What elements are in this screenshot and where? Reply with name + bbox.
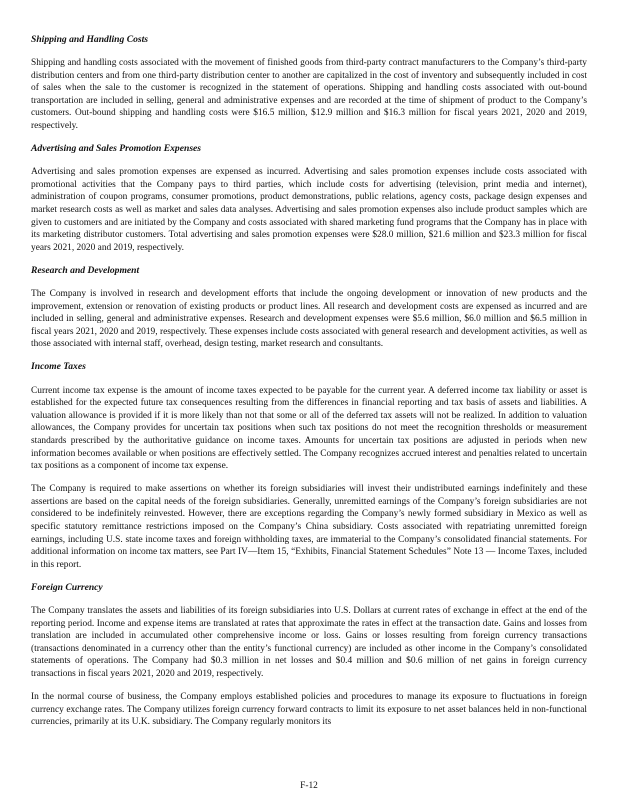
page-number: F-12 xyxy=(300,781,318,791)
paragraph-foreign-currency-2: In the normal course of business, the Company employs established policies and procedures to manage its exposure to fluctuations in foreign currency exchange rates. The Company utilizes foreign currency forward contracts to limit its exposure to net asset balances held in non-functional currencies, primarily at its U.K. subsidiary. The Company regularly monitors its xyxy=(31,692,587,728)
paragraph-income-taxes-1: Current income tax expense is the amount of income taxes expected to be payable for the current year. A deferred income tax liability or asset is established for the expected future tax consequences resulting from the differences in financial reporting and tax basis of assets and liabilities. A valuation allowance is provided if it is more likely than not that some or all of the deferred tax assets will not be realized. In addition to valuation allowances, the Company provides for uncertain tax positions when such tax positions do not meet the recognition thresholds or measurement standards prescribed by the authoritative guidance on income taxes. Amounts for uncertain tax positions are adjusted in periods when new information becomes available or when positions are effectively settled. The Company recognizes accrued interest and penalties related to uncertain tax positions as a component of income tax expense. xyxy=(31,385,587,472)
section-heading-income-taxes: Income Taxes xyxy=(31,361,86,373)
paragraph-research: The Company is involved in research and development efforts that include the ongoing development or innovation of new products and the improvement, extension or renovation of existing products or product lines. All research and development costs are expensed as incurred and are included in selling, general and administrative expenses. Research and development expenses were $5.6 million, $6.0 million and $6.5 million in fiscal years 2021, 2020 and 2019, respectively. These expenses include costs associated with general research and development activities, as well as those associated with internal staff, overhead, design testing, market research and consultants. xyxy=(31,289,587,350)
paragraph-advertising: Advertising and sales promotion expenses are expensed as incurred. Advertising and sales promotion expenses include costs associated with promotional activities that the Company pays to third parties, which include costs for advertising (television, print media and internet), administration of coupon programs, consumer promotions, product demonstrations, public relations, agency costs, package design expenses and market research costs as well as market and sales data analyses. Advertising and sales promotion expenses also include product samples which are given to customers and are initiated by the Company and costs associated with shared marketing fund programs that the Company has in place with its marketing distributor customers. Total advertising and sales promotion expenses were $28.0 million, $21.6 million and $23.3 million for fiscal years 2021, 2020 and 2019, respectively. xyxy=(31,167,587,253)
document-page xyxy=(31,34,587,739)
paragraph-shipping: Shipping and handling costs associated with the movement of finished goods from third-party contract manufacturers to the Company’s third-party distribution centers and from one third-party distribution center to another are capitalized in the cost of inventory and subsequently included in cost of sales when the sale to the customer is recognized in the statement of operations. Shipping and handling costs associated with out-bound transportation are included in selling, general and administrative expenses and are recorded at the time of shipment of product to the Company’s customers. Out-bound shipping and handling costs were $16.5 million, $12.9 million and $16.3 million for fiscal years 2021, 2020 and 2019, respectively. xyxy=(31,58,587,132)
paragraph-foreign-currency-1: The Company translates the assets and liabilities of its foreign subsidiaries into U.S. Dollars at current rates of exchange in effect at the end of the reporting period. Income and expense items are translated at rates that approximate the rates in effect at the transaction date. Gains and losses from translation are included in accumulated other comprehensive income or loss. Gains or losses resulting from foreign currency transactions (transactions denominated in a currency other than the entity’s functional currency) are included as other income in the Company’s consolidated statements of operations. The Company had $0.3 million in net losses and $0.4 million and $0.6 million of net gains in foreign currency transactions in fiscal years 2021, 2020 and 2019, respectively. xyxy=(31,605,587,679)
section-heading-shipping: Shipping and Handling Costs xyxy=(31,34,149,45)
paragraph-income-taxes-2: The Company is required to make assertions on whether its foreign subsidiaries will invest their undistributed earnings indefinitely and these assertions are based on the capital needs of the foreign subsidiaries. Generally, unremitted earnings of the Company’s foreign subsidiaries are not considered to be indefinitely reinvested. However, there are exceptions regarding the Company’s newly formed subsidiary in Mexico as well as specific statutory remittance restrictions imposed on the Company’s China subsidiary. Costs associated with repatriating unremitted foreign earnings, including U.S. state income taxes and foreign withholding taxes, are immaterial to the Company’s consolidated financial statements. For additional information on income tax matters, see Part IV—Item 15, “Exhibits, Financial Statement Schedules” Note 13 — Income Taxes, included in this report. xyxy=(31,484,587,570)
section-heading-research: Research and Development xyxy=(31,264,140,276)
section-heading-foreign-currency: Foreign Currency xyxy=(31,581,103,593)
section-heading-advertising: Advertising and Sales Promotion Expenses xyxy=(31,143,202,155)
